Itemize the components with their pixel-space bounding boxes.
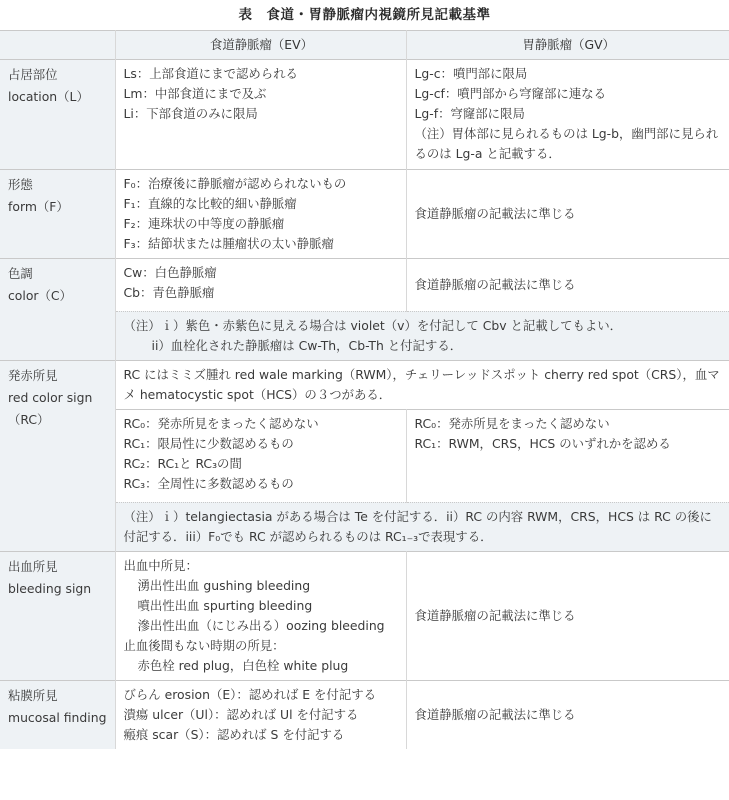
row-color-note bbox=[0, 311, 729, 360]
ev-bleeding bbox=[115, 551, 406, 680]
ev-item: 湧出性出血 gushing bleeding bbox=[137, 577, 311, 593]
note-line: ii）血栓化された静脈瘤は Cw-Th，Cb-Th と付記する． bbox=[151, 337, 463, 353]
table-title: 表 食道・胃静脈瘤内視鏡所見記載基準 bbox=[238, 7, 491, 23]
row-location bbox=[0, 60, 729, 170]
note-line: （注）ｉ）紫色・赤紫色に見える場合は violet（v）を付記して Cbv と記載してもよい． bbox=[123, 317, 623, 333]
ev-item: F₀：治療後に静脈瘤が認められないもの bbox=[123, 176, 347, 191]
ev-item: 瘢痕 scar（S）：認めれば S を付記する bbox=[123, 726, 345, 742]
gv-color: 食道静脈瘤の記載法に準じる bbox=[406, 259, 729, 312]
category-label-jp: 出血所見 bbox=[8, 558, 58, 574]
row-form bbox=[0, 170, 729, 259]
gv-item: RC₀：発赤所見をまったく認めない bbox=[414, 415, 610, 431]
gv-bleeding: 食道静脈瘤の記載法に準じる bbox=[406, 551, 729, 680]
ev-item: 止血後間もない時期の所見： bbox=[123, 637, 285, 653]
header-blank bbox=[0, 31, 115, 60]
header-row bbox=[0, 31, 729, 60]
row-color bbox=[0, 259, 729, 312]
ev-item: 滲出性出血（にじみ出る）oozing bleeding bbox=[137, 617, 385, 633]
gv-item: RC₁：RWM，CRS，HCS のいずれかを認める bbox=[414, 435, 671, 451]
gv-location bbox=[406, 60, 729, 170]
ev-location bbox=[115, 60, 406, 170]
category-bleeding bbox=[0, 551, 115, 680]
category-label-jp: 粘膜所見 bbox=[8, 687, 58, 703]
category-color-cont bbox=[0, 311, 115, 360]
ev-color bbox=[115, 259, 406, 312]
category-label-jp: 形態 bbox=[8, 177, 33, 192]
category-form bbox=[0, 170, 115, 259]
findings-table bbox=[0, 30, 729, 749]
ev-item: 赤色栓 red plug，白色栓 white plug bbox=[137, 657, 349, 673]
ev-item: 出血中所見： bbox=[123, 557, 198, 573]
gv-item: Lg-c：噴門部に限局 bbox=[414, 66, 528, 81]
ev-item: F₃：結節状または腫瘤状の太い静脈瘤 bbox=[123, 236, 334, 251]
ev-item: Lm：中部食道にまで及ぶ bbox=[123, 86, 267, 101]
ev-item: Ls：上部食道にまで認められる bbox=[123, 66, 298, 81]
ev-item: RC₂：RC₁と RC₃の間 bbox=[123, 455, 242, 471]
category-rc bbox=[0, 360, 115, 551]
rc-intro: RC にはミミズ腫れ red wale marking（RWM），チェリーレッドスポット cherry red spot（CRS），血マメ hematocystic spot（HCS）の３つがある． bbox=[115, 360, 729, 409]
category-label-jp: 占居部位 bbox=[8, 67, 58, 82]
color-note bbox=[115, 311, 729, 360]
gv-item: Lg-f：穹窿部に限局 bbox=[414, 106, 525, 121]
category-location bbox=[0, 60, 115, 170]
ev-item: びらん erosion（E）：認めれば E を付記する bbox=[123, 686, 376, 702]
ev-item: Li：下部食道のみに限局 bbox=[123, 106, 258, 121]
category-color bbox=[0, 259, 115, 312]
header-ev: 食道静脈瘤（EV） bbox=[115, 31, 406, 60]
row-rc-intro bbox=[0, 360, 729, 409]
gv-rc bbox=[406, 409, 729, 502]
gv-item: Lg-cf：噴門部から穹窿部に連なる bbox=[414, 86, 606, 101]
category-mucosal bbox=[0, 680, 115, 749]
gv-mucosal: 食道静脈瘤の記載法に準じる bbox=[406, 680, 729, 749]
ev-item: Cb：青色静脈瘤 bbox=[123, 285, 215, 300]
ev-item: F₁：直線的な比較的細い静脈瘤 bbox=[123, 196, 297, 211]
ev-rc bbox=[115, 409, 406, 502]
ev-item: RC₃：全周性に多数認めるもの bbox=[123, 475, 294, 491]
ev-item: RC₁：限局性に少数認めるもの bbox=[123, 435, 294, 451]
category-label-en-abbr: （RC） bbox=[8, 411, 50, 427]
ev-mucosal bbox=[115, 680, 406, 749]
ev-item: Cw：白色静脈瘤 bbox=[123, 265, 217, 280]
gv-note: （注）胃体部に見られるものは Lg-b，幽門部に見られるのは Lg-a と記載する． bbox=[414, 126, 719, 161]
ev-form bbox=[115, 170, 406, 259]
gv-form: 食道静脈瘤の記載法に準じる bbox=[406, 170, 729, 259]
category-label-en: location（L） bbox=[8, 89, 89, 104]
ev-item: F₂：連珠状の中等度の静脈瘤 bbox=[123, 216, 285, 231]
row-mucosal bbox=[0, 680, 729, 749]
category-label-en: bleeding sign bbox=[8, 580, 92, 596]
category-label-en: red color sign bbox=[8, 389, 93, 405]
header-gv: 胃静脈瘤（GV） bbox=[406, 31, 729, 60]
category-label-jp: 色調 bbox=[8, 266, 33, 281]
ev-item: 噴出性出血 spurting bleeding bbox=[137, 597, 313, 613]
ev-item: 潰瘍 ulcer（Ul）：認めれば Ul を付記する bbox=[123, 706, 359, 722]
row-bleeding bbox=[0, 551, 729, 680]
category-label-en: mucosal finding bbox=[8, 709, 107, 725]
category-label-jp: 発赤所見 bbox=[8, 367, 58, 383]
ev-item: RC₀：発赤所見をまったく認めない bbox=[123, 415, 319, 431]
category-label-en: form（F） bbox=[8, 199, 69, 214]
category-label-en: color（C） bbox=[8, 288, 72, 303]
rc-note: （注）ｉ）telangiectasia がある場合は Te を付記する．ii）RC の内容 RWM，CRS，HCS は RC の後に付記する．iii）F₀でも RC が認められるものは RC₁₋₃で表現する． bbox=[115, 502, 729, 551]
